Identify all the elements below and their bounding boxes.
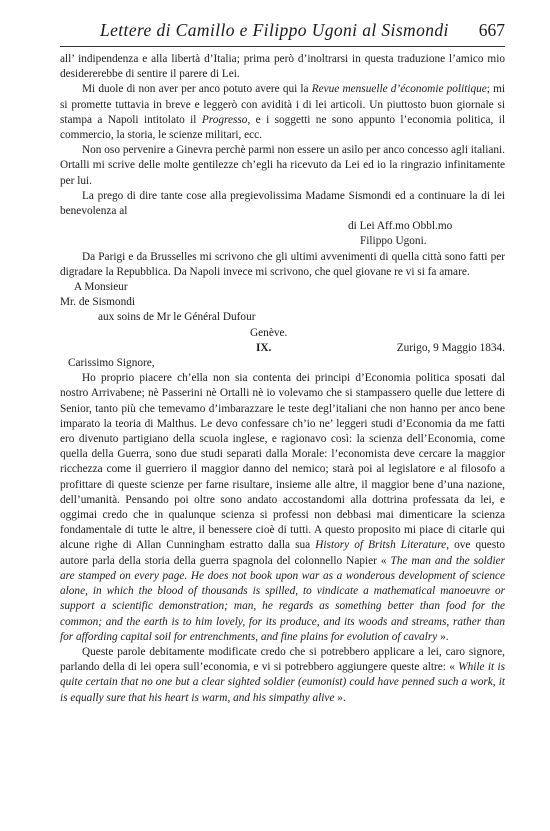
running-header [60,20,505,44]
paragraph-text: , ove questo autore parla della storia della guerra spagnola del colonnello Napier « [60,539,505,567]
journal-title-revue: Revue mensuelle d’économie politique [311,83,487,96]
paragraph-continuation: all’ indipendenza e alla libertà d’Italia; prima però d’inoltrarsi in questa traduzione l’amico mio desidererebbe di sentire il parere di Lei. [60,53,505,81]
signature-closing: di Lei Aff.mo Obbl.mo [348,220,453,233]
english-quotation-2: While it is quite certain that no one but a clear sighted soldier (eumonist) could have penned such a work, it is equally sure that his heart is warm, and his simpathy alive [60,661,506,704]
english-quotation: The man and the soldier are stamped on every page. He does not book upon war as a wonderous development of science alone, in which the blood of thousands is spilled, to vindicate a mathematical manoeuvre or support a scientific demonstration; man, he regards as something better than food for the common; and the earth is to him lovely, for its produce, and its woods and streams, rather than for affording capital soil for entrenchments, and fine plains for evolution of cavalry [60,554,505,643]
paragraph-text: , e i soggetti ne sono appunto l’economia politica, il commercio, la storia, le scienze militari, ecc. [60,113,505,142]
paragraph-text: ; mi si promette tuttavia in breve e leggerò con avidità i di lei articoli. Un piuttosto buon giornale si stampa a Napoli intitolato il [60,83,506,126]
page-body [60,52,505,706]
book-title: History of Britsh Literature [315,539,447,552]
letter-number: IX. [256,341,272,354]
paragraph-parole [60,645,505,706]
letter-date: Zurigo, 9 Maggio 1834. [396,341,505,354]
letter-heading [60,341,505,356]
paragraph-text: La prego di dire tante cose alla pregievolissima Madame Sismondi ed a continuare la di lei benevolenza al [60,189,505,218]
paragraph-text: Mi duole di non aver per anco potuto avere qui la [82,83,312,96]
paragraph-parigi: Da Parigi e da Brusselles mi scrivono che gli ultimi avvenimenti di quella città sono fatti per digradare la Repubblica. Da Napoli invece mi scrivono, che quel giovane re vi si fa amare. [60,250,505,278]
signature-name: Filippo Ugoni. [360,235,427,248]
running-title: Lettere di Camillo e Filippo Ugoni al Sismondi [100,20,449,40]
header-rule [60,46,505,47]
address-line-4: Genève. [250,326,288,339]
paragraph-text: Ho proprio piacere ch’ella non sia contenta dei principi d’Economia politica sposati dal nostro Arrivabene; nè Passerini nè Ortalli nè io volevamo che si stampassero quelle due lettere di Senior, tanto più che temevamo d’imbarazzare le teste degl’italiani che non hanno per anco bene imparato la teoria di Malthus. Le devo confessare ch’io ne’ leggeri studi d’Economia da me fatti ero divenuto partigiano della scuola inglese, e ragionavo così: la scienza dell’Economia, come quella della Guerra, sono due studi separati dalla Morale: l’economista deve cercare la maggior ricchezza come il guerriero il maggior danno del nemico; starà poi al legislatore e al filosofo a profittare di queste scienze per farne risultare, insieme alle altre, il maggior bene d’una nazione, dell’umanità. Pensando poi oltre sono andato accostandomi alla dottrina professata da lei, e oggimai credo che in qualunque scienza si professi non debbasi mai dimenticare la scienza fondamentale di tutte le altre, il benessere cioè di tutti. A questo proposito mi piace di citarle qui alcune righe di Allan Cunningham estratto dalla sua [60,372,505,552]
page-number: 667 [478,20,505,40]
paragraph-text: ». [334,691,346,704]
paragraph-text: Queste parole debitamente modificate credo che si potrebbero applicare a lei, caro signore, parlando della di lei opera sull’economia, e vi si potrebbero aggiungere queste altre: « [60,645,505,674]
paragraph-revue [60,82,505,143]
paragraph-greetings [60,189,505,219]
paragraph-ginevra: Non oso pervenire a Ginevra perchè parmi non essere un asilo per anco concesso agli italiani. Ortalli mi scrive delle molte gentilezze ch’egli ha ricevuto da Lei ed io la ringrazio infinitamente per lui. [60,144,505,187]
address-line-1: A Monsieur [74,281,128,294]
journal-title-progresso: Progresso [201,113,248,126]
paragraph-economia [60,371,505,645]
address-line-3: aux soins de Mr le Général Dufour [98,311,256,324]
address-line-2: Mr. de Sismondi [60,296,136,309]
salutation: Carissimo Signore, [68,357,155,370]
paragraph-text: ». [437,630,449,643]
